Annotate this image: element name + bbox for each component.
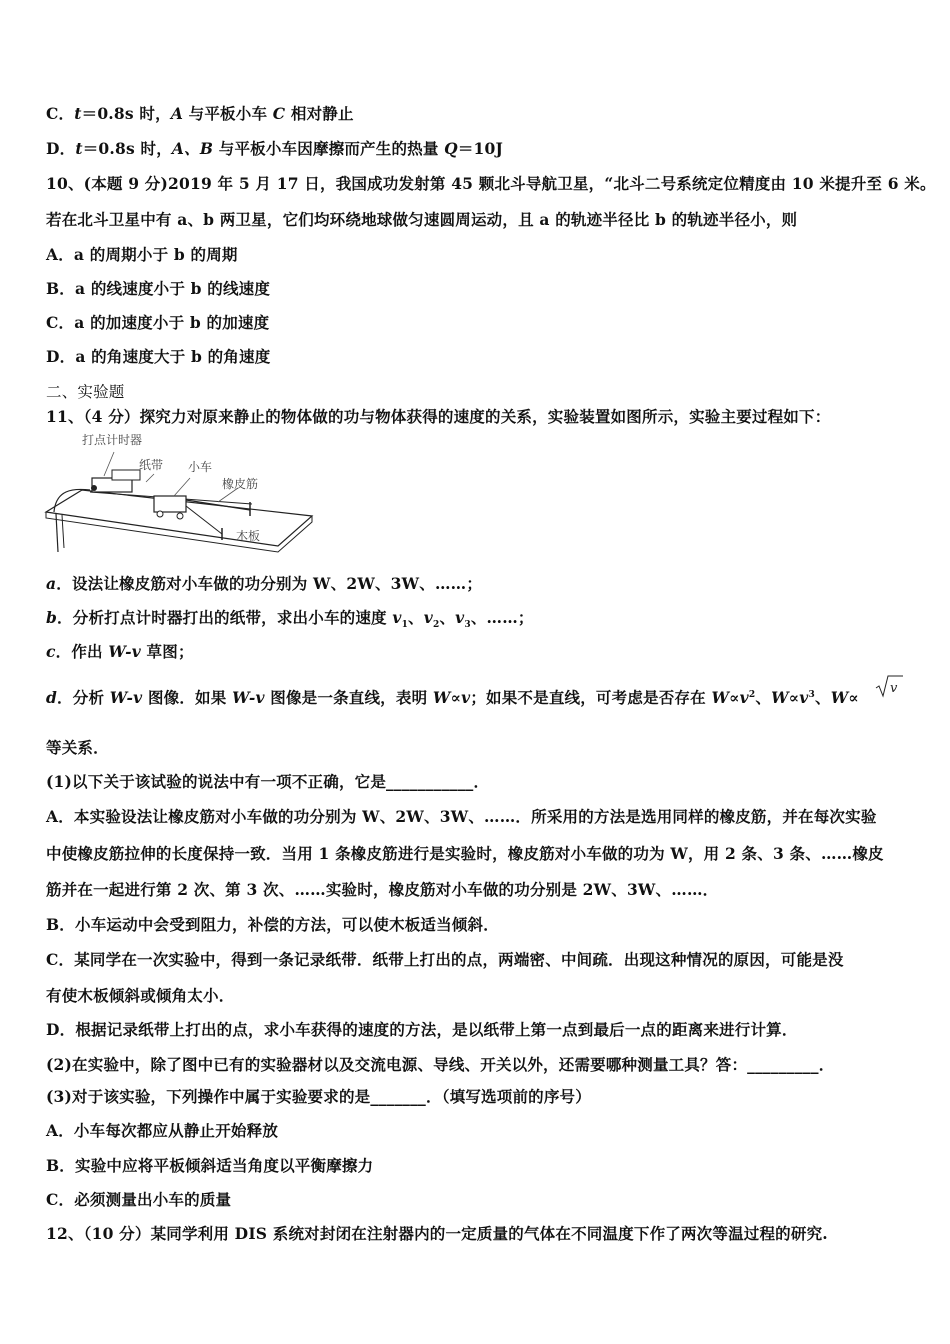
section-title: 二、实验题: [46, 383, 125, 401]
sqrt-radicand: v: [890, 681, 898, 696]
q1-option-a-1: A．本实验设法让橡皮筋对小车做的功分别为 W、2W、3W、……．所采用的方法是选用同样的橡皮筋，并在每次实验: [46, 807, 877, 826]
step-b: b．分析打点计时器打出的纸带，求出小车的速度 $v_1$、$v_2$、$v_3$、……；: [46, 608, 534, 631]
label-board: 木板: [236, 529, 261, 543]
q10-option-a: A．a 的周期小于 b 的周期: [46, 245, 238, 264]
step-a: a．设法让橡皮筋对小车做的功分别为 W、2W、3W、……；: [46, 574, 483, 593]
q1-option-a-2: 中使橡皮筋拉伸的长度保持一致．当用 1 条橡皮筋进行是实验时，橡皮筋对小车做的功为 W，用 2 条、3 条、……橡皮: [46, 844, 884, 863]
q10-option-d: D．a 的角速度大于 b 的角速度: [46, 347, 271, 366]
option-d-prev: D．t＝0.8s 时，A、B 与平板小车因摩擦而产生的热量 Q＝10J: [46, 139, 504, 158]
q10-line-2: 若在北斗卫星中有 a、b 两卫星，它们均环绕地球做匀速圆周运动，且 a 的轨迹半径比 b 的轨迹半径小，则: [46, 210, 798, 229]
label-timer: 打点计时器: [82, 433, 143, 447]
step-d: d．分析 W-v 图像．如果 W-v 图像是一条直线，表明 W∝v；如果不是直线，可考虑是否存在 $W\propto v^2$、$W\propto v^3$、W∝: [46, 688, 859, 707]
q3-option-b: B．实验中应将平板倾斜适当角度以平衡摩擦力: [46, 1156, 374, 1175]
q1-prompt: (1)以下关于该试验的说法中有一项不正确，它是___________．: [46, 772, 490, 791]
q1-option-d: D．根据记录纸带上打出的点，求小车获得的速度的方法，是以纸带上第一点到最后一点的距离来进行计算．: [46, 1020, 798, 1039]
step-c: c．作出 W-v 草图；: [46, 642, 194, 661]
sqrt-v-formula: [874, 674, 904, 700]
cart: [154, 496, 186, 512]
label-cart: 小车: [188, 460, 213, 474]
q11-line-1: 11、（4 分）探究力对原来静止的物体做的功与物体获得的速度的关系，实验装置如图所示，实验主要过程如下：: [46, 407, 831, 426]
option-c-prev: C．t＝0.8s 时，A 与平板小车 C 相对静止: [46, 104, 354, 123]
q10-option-b: B．a 的线速度小于 b 的线速度: [46, 279, 271, 298]
experiment-apparatus-figure: [42, 430, 314, 555]
etc-relations: 等关系．: [46, 738, 109, 757]
q1-option-a-3: 筋并在一起进行第 2 次、第 3 次、……实验时，橡皮筋对小车做的功分别是 2W、3W、……．: [46, 880, 719, 899]
q2-prompt: (2)在实验中，除了图中已有的实验器材以及交流电源、导线、开关以外，还需要哪种测量工具？答：_________．: [46, 1055, 835, 1074]
q1-option-c-1: C．某同学在一次实验中，得到一条记录纸带．纸带上打出的点，两端密、中间疏．出现这种情况的原因，可能是没: [46, 950, 844, 969]
q1-option-c-2: 有使木板倾斜或倾角太小．: [46, 986, 235, 1005]
q3-prompt: (3)对于该实验，下列操作中属于实验要求的是_______．（填写选项前的序号）: [46, 1087, 591, 1106]
q10-line-1: 10、(本题 9 分)2019 年 5 月 17 日，我国成功发射第 45 颗北斗导航卫星，“北斗二号系统定位精度由 10 米提升至 6 米。: [46, 174, 936, 193]
q10-option-c: C．a 的加速度小于 b 的加速度: [46, 313, 270, 332]
label-tape: 纸带: [139, 458, 164, 472]
q3-option-c: C．必须测量出小车的质量: [46, 1190, 232, 1209]
q12-prompt: 12、（10 分）某同学利用 DIS 系统对封闭在注射器内的一定质量的气体在不同温度下作了两次等温过程的研究.: [46, 1224, 828, 1243]
label-band: 橡皮筋: [222, 477, 259, 491]
q3-option-a: A．小车每次都应从静止开始释放: [46, 1121, 279, 1140]
q1-option-b: B．小车运动中会受到阻力，补偿的方法，可以使木板适当倾斜．: [46, 915, 499, 934]
